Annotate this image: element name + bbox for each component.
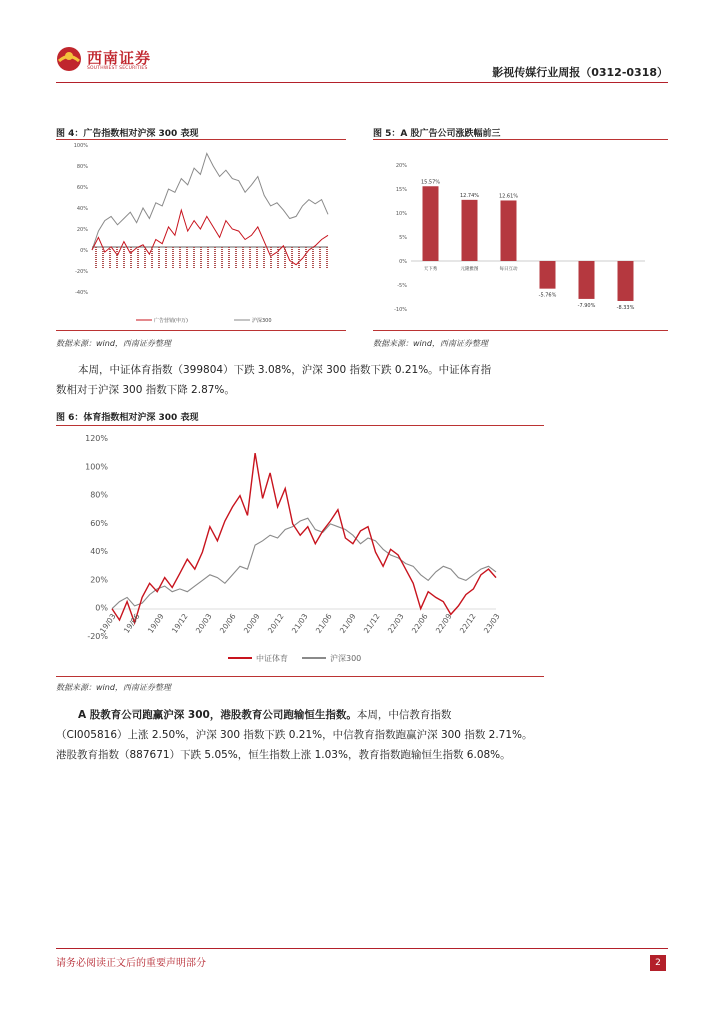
fig5-source: 数据来源：wind，西南证券整理	[373, 339, 488, 348]
fig5-top-rule	[373, 139, 668, 140]
y-tick-label: 60%	[90, 518, 108, 528]
y-tick-label: 10%	[395, 211, 407, 217]
para1-line1: 本周，中证体育指数（399804）下跌 3.08%，沪深 300 指数下跌 0.21%。中证体育指	[78, 364, 492, 376]
logo-mark-icon	[56, 46, 82, 72]
x-tick-label: 19/03	[97, 611, 118, 635]
y-tick-label: -10%	[394, 307, 407, 313]
y-tick-label: 5%	[399, 235, 407, 241]
x-tick-label: 19/06	[121, 611, 142, 635]
logo	[56, 44, 176, 74]
fig4-source: 数据来源：wind，西南证券整理	[56, 339, 171, 348]
x-tick-label: 20/03	[193, 611, 214, 635]
bar-category-label: 天下秀	[423, 267, 438, 272]
fig5-chart	[373, 141, 668, 331]
bar-data-label: 12.61%	[498, 193, 519, 200]
bar-data-label: -8.33%	[616, 304, 635, 311]
fig6-chart	[56, 430, 544, 675]
x-tick-label: 19/12	[169, 611, 190, 635]
bar-data-label: -5.76%	[538, 292, 557, 299]
fig5-bottom-rule	[373, 330, 668, 331]
bar-data-label: 15.57%	[420, 179, 441, 186]
bar	[579, 261, 595, 299]
y-tick-label: 20%	[76, 227, 88, 233]
y-tick-label: 0%	[399, 259, 407, 265]
para1-line2: 数相对于沪深 300 指数下降 2.87%。	[56, 384, 235, 396]
fig4-title: 图 4：广告指数相对沪深 300 表现	[56, 129, 199, 139]
y-tick-label: -20%	[87, 632, 108, 641]
footer-rule	[56, 948, 668, 949]
paragraph-education-index	[56, 705, 668, 765]
fig4-bottom-rule	[56, 330, 346, 331]
x-tick-label: 20/09	[241, 611, 262, 635]
bar	[540, 261, 556, 289]
x-tick-label: 22/09	[433, 611, 454, 635]
y-tick-label: 80%	[76, 164, 88, 170]
y-tick-label: -5%	[397, 283, 407, 289]
x-tick-label: 21/09	[337, 611, 358, 635]
fig4-top-rule	[56, 139, 346, 140]
fig6-legend-label: 中证体育	[256, 654, 288, 663]
x-tick-label: 19/09	[145, 611, 166, 635]
y-tick-label: 20%	[395, 163, 407, 169]
bar	[618, 261, 634, 301]
fig6-top-rule	[56, 425, 544, 426]
x-tick-label: 22/06	[409, 611, 430, 635]
logo-cn: 西南证券	[87, 49, 152, 67]
fig4-chart	[56, 141, 346, 331]
bar-category-label: 元隆雅图	[460, 267, 479, 272]
fig6-legend-label: 沪深300	[330, 654, 362, 663]
x-tick-label: 22/12	[457, 611, 478, 635]
bar	[501, 200, 517, 261]
y-tick-label: 0%	[80, 248, 88, 254]
x-tick-label: 20/06	[217, 611, 238, 635]
y-tick-label: 120%	[85, 434, 108, 443]
bar	[423, 186, 439, 261]
bar	[462, 200, 478, 261]
y-tick-label: 60%	[76, 185, 88, 191]
x-tick-label: 23/03	[481, 611, 502, 635]
fig4-series-line	[92, 153, 328, 250]
x-tick-label: 21/06	[313, 611, 334, 635]
y-tick-label: 20%	[90, 575, 108, 585]
fig4-series-line	[92, 210, 328, 265]
y-tick-label: 100%	[85, 462, 108, 472]
x-tick-label: 21/03	[289, 611, 310, 635]
y-tick-label: 40%	[76, 206, 88, 212]
report-title: 影视传媒行业周报（0312-0318）	[492, 66, 668, 79]
para2-line3: 港股教育指数（887671）下跌 5.05%，恒生指数上涨 1.03%，教育指数跑输恒生指数 6.08%。	[56, 749, 511, 761]
x-tick-label: 21/12	[361, 611, 382, 635]
para2-bold-lead: A 股教育公司跑赢沪深 300，港股教育公司跑输恒生指数。	[78, 709, 357, 721]
y-tick-label: 100%	[73, 143, 88, 149]
x-tick-label: 22/03	[385, 611, 406, 635]
para2-line1-rest: 本周，中信教育指数	[356, 709, 452, 721]
logo-en: SOUTHWEST SECURITIES	[87, 66, 148, 71]
fig6-title: 图 6：体育指数相对沪深 300 表现	[56, 413, 199, 423]
y-tick-label: -40%	[75, 290, 88, 296]
bar-category-label: 每日互动	[499, 267, 518, 272]
y-tick-label: 0%	[95, 603, 108, 613]
bar-data-label: 12.74%	[459, 192, 480, 199]
y-tick-label: 80%	[90, 490, 108, 500]
fig4-legend-label: 沪深300	[252, 318, 272, 324]
fig6-series-line	[112, 453, 496, 623]
fig4-legend-label: 广告营销(申万)	[154, 318, 188, 324]
y-tick-label: 40%	[90, 547, 108, 557]
fig6-bottom-rule	[56, 676, 544, 677]
fig6-source: 数据来源：wind，西南证券整理	[56, 683, 171, 692]
paragraph-sports-index	[56, 360, 668, 400]
header-rule	[56, 82, 668, 83]
page-number: 2	[650, 955, 666, 971]
footer-disclaimer: 请务必阅读正文后的重要声明部分	[56, 958, 206, 969]
bar-data-label: -7.90%	[577, 302, 596, 309]
x-tick-label: 20/12	[265, 611, 286, 635]
y-tick-label: 15%	[395, 187, 407, 193]
para2-line2: （CI005816）上涨 2.50%，沪深 300 指数下跌 0.21%，中信教育指数跑赢沪深 300 指数 2.71%。	[56, 729, 533, 741]
fig5-title: 图 5：A 股广告公司涨跌幅前三	[373, 129, 501, 139]
y-tick-label: -20%	[75, 269, 88, 275]
